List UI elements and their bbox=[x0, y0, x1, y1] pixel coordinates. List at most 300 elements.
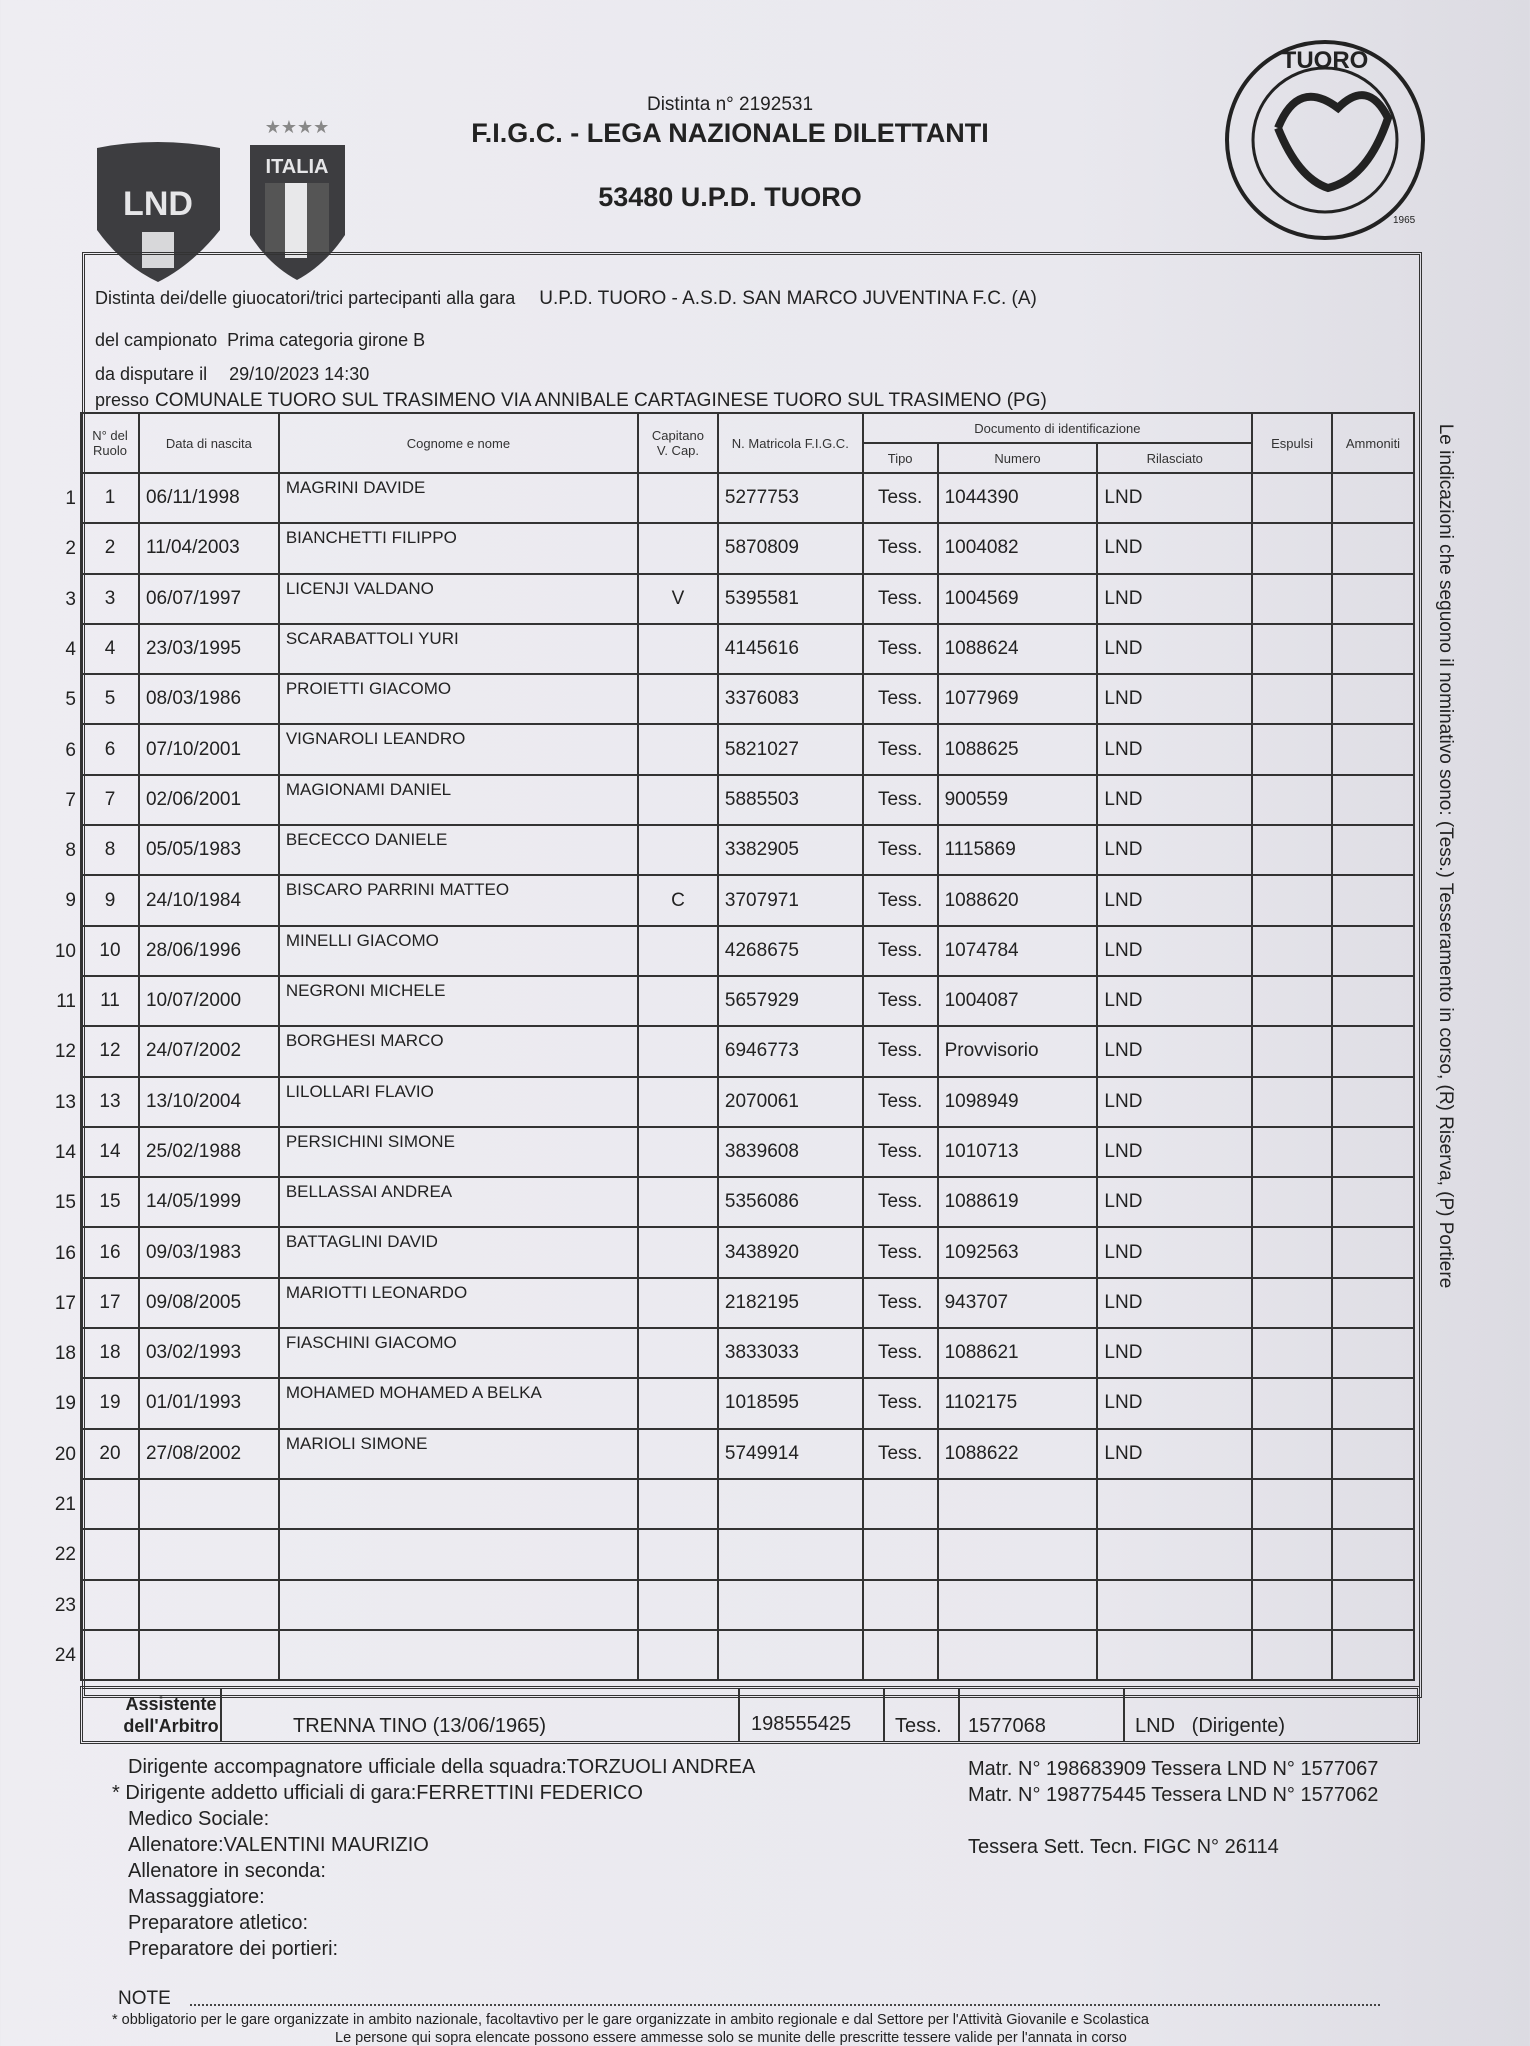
cell-birth: 24/10/1984 bbox=[139, 875, 279, 925]
cell-ammoniti[interactable] bbox=[1332, 825, 1414, 875]
cell-numero: 1077969 bbox=[938, 674, 1098, 724]
cell-name: BECECCO DANIELE bbox=[279, 825, 638, 875]
table-row bbox=[81, 1580, 1414, 1630]
assistant-rilasciato: LND (Dirigente) bbox=[1135, 1715, 1286, 1737]
venue-line bbox=[95, 390, 1047, 412]
cell-name: LILOLLARI FLAVIO bbox=[279, 1077, 638, 1127]
cell-tipo: Tess. bbox=[863, 1077, 938, 1127]
row-number: 8 bbox=[65, 840, 76, 862]
note-line[interactable] bbox=[190, 2004, 1380, 2006]
cell-ruolo: 11 bbox=[81, 976, 139, 1026]
table-row bbox=[81, 976, 1414, 1026]
cell-captain: C bbox=[638, 875, 718, 925]
col-rilasciato: Rilasciato bbox=[1097, 443, 1252, 473]
row-number: 1 bbox=[65, 488, 76, 509]
cell-numero: 1088625 bbox=[938, 724, 1098, 774]
cell-rilasciato bbox=[1097, 1630, 1252, 1680]
col-matricola: N. Matricola F.I.G.C. bbox=[718, 413, 863, 473]
date-value: 29/10/2023 14:30 bbox=[229, 364, 370, 384]
venue-value: COMUNALE TUORO SUL TRASIMENO VIA ANNIBALE CARTAGINESE TUORO SUL TRASIMENO (PG) bbox=[155, 390, 1047, 411]
cell-espulsi[interactable] bbox=[1252, 1479, 1332, 1529]
col-numero: Numero bbox=[938, 443, 1098, 473]
cell-matricola: 6946773 bbox=[718, 1026, 863, 1076]
cell-ruolo: 6 bbox=[81, 724, 139, 774]
cell-espulsi[interactable] bbox=[1252, 976, 1332, 1026]
cell-captain bbox=[638, 1328, 718, 1378]
cell-name bbox=[279, 1630, 638, 1680]
cell-rilasciato: LND bbox=[1097, 1077, 1252, 1127]
match-label: Distinta dei/delle giuocatori/trici partecipanti alla gara bbox=[95, 288, 516, 308]
row-number: 23 bbox=[54, 1594, 76, 1616]
cell-ammoniti[interactable] bbox=[1332, 674, 1414, 724]
cell-captain bbox=[638, 1077, 718, 1127]
cell-matricola: 4145616 bbox=[718, 624, 863, 674]
cell-espulsi[interactable] bbox=[1252, 1177, 1332, 1227]
cell-captain bbox=[638, 825, 718, 875]
cell-numero: 1088619 bbox=[938, 1177, 1098, 1227]
cell-rilasciato: LND bbox=[1097, 1227, 1252, 1277]
staff-medico: Medico Sociale: bbox=[128, 1808, 270, 1830]
row-number: 3 bbox=[65, 588, 76, 610]
cell-ammoniti[interactable] bbox=[1332, 1429, 1414, 1479]
cell-espulsi[interactable] bbox=[1252, 1378, 1332, 1428]
cell-ruolo: 8 bbox=[81, 825, 139, 875]
cell-birth: 01/01/1993 bbox=[139, 1378, 279, 1428]
cell-name: NEGRONI MICHELE bbox=[279, 976, 638, 1026]
col-birth: Data di nascita bbox=[139, 413, 279, 473]
col-captain: Capitano V. Cap. bbox=[638, 413, 718, 473]
cell-captain bbox=[638, 624, 718, 674]
assistant-matricola: 198555425 bbox=[751, 1713, 852, 1735]
cell-matricola: 3833033 bbox=[718, 1328, 863, 1378]
cell-ammoniti[interactable] bbox=[1332, 1026, 1414, 1076]
cell-tipo: Tess. bbox=[863, 1227, 938, 1277]
cell-ruolo: 19 bbox=[81, 1378, 139, 1428]
cell-espulsi[interactable] bbox=[1252, 1227, 1332, 1277]
cell-name bbox=[279, 1529, 638, 1579]
cell-birth bbox=[139, 1630, 279, 1680]
cell-rilasciato: LND bbox=[1097, 1378, 1252, 1428]
cell-name: BISCARO PARRINI MATTEO bbox=[279, 875, 638, 925]
cell-rilasciato: LND bbox=[1097, 1328, 1252, 1378]
table-row bbox=[81, 473, 1414, 523]
row-number: 13 bbox=[54, 1091, 76, 1113]
cell-rilasciato: LND bbox=[1097, 1177, 1252, 1227]
cell-name: FIASCHINI GIACOMO bbox=[279, 1328, 638, 1378]
cell-tipo: Tess. bbox=[863, 775, 938, 825]
cell-numero: 943707 bbox=[938, 1278, 1098, 1328]
cell-name: MOHAMED MOHAMED A BELKA bbox=[279, 1378, 638, 1428]
cell-espulsi[interactable] bbox=[1252, 1328, 1332, 1378]
cell-espulsi[interactable] bbox=[1252, 825, 1332, 875]
row-number: 7 bbox=[65, 789, 76, 811]
staff-preparatore-atletico: Preparatore atletico: bbox=[128, 1912, 309, 1934]
cell-ruolo: 4 bbox=[81, 624, 139, 674]
cell-birth: 09/03/1983 bbox=[139, 1227, 279, 1277]
cell-captain bbox=[638, 674, 718, 724]
cell-ruolo bbox=[81, 1479, 139, 1529]
cell-numero bbox=[938, 1529, 1098, 1579]
cell-birth: 27/08/2002 bbox=[139, 1429, 279, 1479]
table-row bbox=[81, 1026, 1414, 1076]
table-row bbox=[81, 1328, 1414, 1378]
document-title: F.I.G.C. - LEGA NAZIONALE DILETTANTI bbox=[471, 118, 989, 148]
cell-ruolo: 2 bbox=[81, 523, 139, 573]
cell-ruolo: 17 bbox=[81, 1278, 139, 1328]
cell-captain bbox=[638, 1580, 718, 1630]
cell-matricola: 5749914 bbox=[718, 1429, 863, 1479]
cell-matricola: 3707971 bbox=[718, 875, 863, 925]
table-row bbox=[81, 1630, 1414, 1680]
staff-massaggiatore: Massaggiatore: bbox=[128, 1886, 265, 1908]
cell-numero: 1044390 bbox=[938, 473, 1098, 523]
table-row bbox=[81, 624, 1414, 674]
cell-ammoniti[interactable] bbox=[1332, 775, 1414, 825]
cell-captain bbox=[638, 724, 718, 774]
cell-rilasciato: LND bbox=[1097, 1127, 1252, 1177]
cell-ammoniti[interactable] bbox=[1332, 1529, 1414, 1579]
row-number: 2 bbox=[65, 538, 76, 560]
cell-numero: 1074784 bbox=[938, 926, 1098, 976]
cell-captain bbox=[638, 1026, 718, 1076]
cell-espulsi[interactable] bbox=[1252, 1429, 1332, 1479]
cell-ammoniti[interactable] bbox=[1332, 926, 1414, 976]
cell-tipo: Tess. bbox=[863, 875, 938, 925]
cell-birth: 13/10/2004 bbox=[139, 1077, 279, 1127]
cell-ammoniti[interactable] bbox=[1332, 1580, 1414, 1630]
table-row bbox=[81, 926, 1414, 976]
row-number: 24 bbox=[54, 1644, 76, 1666]
cell-name: BELLASSAI ANDREA bbox=[279, 1177, 638, 1227]
cell-rilasciato bbox=[1097, 1580, 1252, 1630]
cell-rilasciato: LND bbox=[1097, 1026, 1252, 1076]
cell-ruolo bbox=[81, 1580, 139, 1630]
cell-ruolo: 20 bbox=[81, 1429, 139, 1479]
assistant-referee-row bbox=[80, 1686, 1420, 1744]
cell-captain bbox=[638, 1630, 718, 1680]
svg-text:LND: LND bbox=[123, 185, 193, 223]
table-row bbox=[81, 1278, 1414, 1328]
assistant-name: TRENNA TINO (13/06/1965) bbox=[293, 1715, 547, 1737]
cell-captain bbox=[638, 1529, 718, 1579]
cell-numero: 1088621 bbox=[938, 1328, 1098, 1378]
cell-captain bbox=[638, 473, 718, 523]
note-label: NOTE bbox=[118, 1988, 171, 2009]
cell-tipo: Tess. bbox=[863, 674, 938, 724]
col-ruolo: N° del Ruolo bbox=[81, 413, 139, 473]
cell-tipo bbox=[863, 1529, 938, 1579]
cell-numero: 1102175 bbox=[938, 1378, 1098, 1428]
col-name: Cognome e nome bbox=[279, 413, 638, 473]
cell-tipo: Tess. bbox=[863, 724, 938, 774]
footnote: * obbligatorio per le gare organizzate in ambito nazionale, facoltavtivo per le gare organizzate in ambito regionale e dal Settore per l'Attività Giovanile e Scolastica bbox=[112, 2012, 1149, 2028]
cell-captain bbox=[638, 1227, 718, 1277]
cell-ruolo bbox=[81, 1630, 139, 1680]
row-number: 10 bbox=[54, 940, 76, 962]
row-number: 6 bbox=[65, 739, 76, 761]
date-line bbox=[95, 364, 369, 385]
staff-addetto-ids: Matr. N° 198775445 Tessera LND N° 1577062 bbox=[968, 1784, 1379, 1806]
col-document: Documento di identificazione bbox=[863, 413, 1252, 443]
cell-birth: 07/10/2001 bbox=[139, 724, 279, 774]
staff-allenatore-ids: Tessera Sett. Tecn. FIGC N° 26114 bbox=[968, 1836, 1279, 1858]
cell-tipo: Tess. bbox=[863, 825, 938, 875]
cell-captain: V bbox=[638, 574, 718, 624]
cell-captain bbox=[638, 1479, 718, 1529]
cell-tipo: Tess. bbox=[863, 1177, 938, 1227]
row-number: 17 bbox=[54, 1292, 76, 1314]
row-number: 5 bbox=[65, 689, 76, 711]
cell-rilasciato: LND bbox=[1097, 825, 1252, 875]
cell-numero: 1088624 bbox=[938, 624, 1098, 674]
cell-ammoniti[interactable] bbox=[1332, 1328, 1414, 1378]
cell-ruolo: 5 bbox=[81, 674, 139, 724]
cell-numero bbox=[938, 1580, 1098, 1630]
cell-name: PERSICHINI SIMONE bbox=[279, 1127, 638, 1177]
cell-name: LICENJI VALDANO bbox=[279, 574, 638, 624]
cell-numero bbox=[938, 1479, 1098, 1529]
cell-espulsi[interactable] bbox=[1252, 1529, 1332, 1579]
staff-preparatore-portieri: Preparatore dei portieri: bbox=[128, 1938, 339, 1960]
cell-espulsi[interactable] bbox=[1252, 724, 1332, 774]
footnote-cut: Le persone qui sopra elencate possono essere ammesse solo se munite delle prescritte tessere valide per l'annata in corso bbox=[335, 2030, 1127, 2046]
cell-rilasciato: LND bbox=[1097, 775, 1252, 825]
cell-espulsi[interactable] bbox=[1252, 1077, 1332, 1127]
row-number: 21 bbox=[54, 1494, 76, 1515]
table-row bbox=[81, 825, 1414, 875]
row-number: 12 bbox=[54, 1041, 76, 1063]
cell-birth: 02/06/2001 bbox=[139, 775, 279, 825]
cell-birth: 14/05/1999 bbox=[139, 1177, 279, 1227]
cell-matricola bbox=[718, 1580, 863, 1630]
side-note: Le indicazioni che seguono il nominativo sono: (Tess.) Tesseramento in corso, (R) Riserva, (P) Portiere bbox=[1435, 423, 1456, 1289]
cell-ammoniti[interactable] bbox=[1332, 1630, 1414, 1680]
cell-captain bbox=[638, 926, 718, 976]
cell-captain bbox=[638, 1127, 718, 1177]
cell-name: MARIOLI SIMONE bbox=[279, 1429, 638, 1479]
cell-birth: 06/11/1998 bbox=[139, 473, 279, 523]
cell-tipo: Tess. bbox=[863, 624, 938, 674]
cell-ruolo: 3 bbox=[81, 574, 139, 624]
cell-tipo bbox=[863, 1580, 938, 1630]
cell-tipo: Tess. bbox=[863, 926, 938, 976]
cell-ammoniti[interactable] bbox=[1332, 624, 1414, 674]
cell-captain bbox=[638, 523, 718, 573]
table-row bbox=[81, 523, 1414, 573]
cell-ammoniti[interactable] bbox=[1332, 473, 1414, 523]
staff-addetto: * Dirigente addetto ufficiali di gara:FERRETTINI FEDERICO bbox=[112, 1782, 643, 1804]
cell-matricola: 5277753 bbox=[718, 473, 863, 523]
cell-espulsi[interactable] bbox=[1252, 674, 1332, 724]
cell-name bbox=[279, 1479, 638, 1529]
cell-espulsi[interactable] bbox=[1252, 1127, 1332, 1177]
cell-matricola: 5657929 bbox=[718, 976, 863, 1026]
cell-espulsi[interactable] bbox=[1252, 1580, 1332, 1630]
cell-ammoniti[interactable] bbox=[1332, 1127, 1414, 1177]
cell-ammoniti[interactable] bbox=[1332, 574, 1414, 624]
cell-espulsi[interactable] bbox=[1252, 624, 1332, 674]
row-number: 20 bbox=[54, 1443, 76, 1465]
date-label: da disputare il bbox=[95, 364, 208, 384]
cell-espulsi[interactable] bbox=[1252, 1026, 1332, 1076]
row-number: 19 bbox=[54, 1393, 76, 1415]
cell-numero: 1004087 bbox=[938, 976, 1098, 1026]
row-number: 22 bbox=[54, 1544, 76, 1566]
row-number: 9 bbox=[65, 890, 76, 912]
cell-rilasciato: LND bbox=[1097, 674, 1252, 724]
cell-rilasciato: LND bbox=[1097, 1278, 1252, 1328]
col-tipo: Tipo bbox=[863, 443, 938, 473]
cell-rilasciato bbox=[1097, 1529, 1252, 1579]
cell-rilasciato bbox=[1097, 1479, 1252, 1529]
cell-matricola: 5356086 bbox=[718, 1177, 863, 1227]
cell-matricola: 3382905 bbox=[718, 825, 863, 875]
players-table bbox=[80, 412, 1415, 1681]
cell-captain bbox=[638, 1378, 718, 1428]
cell-matricola: 5870809 bbox=[718, 523, 863, 573]
svg-text:1965: 1965 bbox=[1393, 215, 1416, 226]
cell-tipo: Tess. bbox=[863, 1278, 938, 1328]
cell-birth bbox=[139, 1479, 279, 1529]
table-row bbox=[81, 1429, 1414, 1479]
cell-rilasciato: LND bbox=[1097, 574, 1252, 624]
cell-birth: 05/05/1983 bbox=[139, 825, 279, 875]
table-row bbox=[81, 875, 1414, 925]
cell-name: MAGIONAMI DANIEL bbox=[279, 775, 638, 825]
cell-matricola bbox=[718, 1479, 863, 1529]
col-espulsi: Espulsi bbox=[1252, 413, 1332, 473]
cell-captain bbox=[638, 1429, 718, 1479]
cell-birth: 25/02/1988 bbox=[139, 1127, 279, 1177]
cell-matricola: 3376083 bbox=[718, 674, 863, 724]
cell-tipo: Tess. bbox=[863, 1026, 938, 1076]
assistant-numero: 1577068 bbox=[968, 1715, 1046, 1737]
cell-birth: 24/07/2002 bbox=[139, 1026, 279, 1076]
cell-ruolo bbox=[81, 1529, 139, 1579]
cell-ruolo: 7 bbox=[81, 775, 139, 825]
cell-numero: Provvisorio bbox=[938, 1026, 1098, 1076]
cell-ruolo: 13 bbox=[81, 1077, 139, 1127]
cell-espulsi[interactable] bbox=[1252, 1278, 1332, 1328]
cell-name: BATTAGLINI DAVID bbox=[279, 1227, 638, 1277]
svg-text:ITALIA: ITALIA bbox=[265, 156, 329, 178]
cell-ruolo: 18 bbox=[81, 1328, 139, 1378]
cell-ammoniti[interactable] bbox=[1332, 875, 1414, 925]
championship-value: Prima categoria girone B bbox=[227, 330, 426, 350]
cell-espulsi[interactable] bbox=[1252, 473, 1332, 523]
table-row bbox=[81, 775, 1414, 825]
cell-birth: 06/07/1997 bbox=[139, 574, 279, 624]
cell-numero: 1004569 bbox=[938, 574, 1098, 624]
cell-ammoniti[interactable] bbox=[1332, 724, 1414, 774]
cell-name: BORGHESI MARCO bbox=[279, 1026, 638, 1076]
cell-name: MARIOTTI LEONARDO bbox=[279, 1278, 638, 1328]
row-number: 14 bbox=[54, 1141, 76, 1163]
table-row bbox=[81, 1479, 1414, 1529]
cell-espulsi[interactable] bbox=[1252, 1630, 1332, 1680]
table-row bbox=[81, 1177, 1414, 1227]
cell-ruolo: 12 bbox=[81, 1026, 139, 1076]
cell-ruolo: 9 bbox=[81, 875, 139, 925]
cell-ammoniti[interactable] bbox=[1332, 976, 1414, 1026]
table-row bbox=[81, 724, 1414, 774]
cell-espulsi[interactable] bbox=[1252, 523, 1332, 573]
cell-matricola: 1018595 bbox=[718, 1378, 863, 1428]
cell-ammoniti[interactable] bbox=[1332, 1227, 1414, 1277]
cell-captain bbox=[638, 1278, 718, 1328]
document-number: Distinta n° 2192531 bbox=[646, 94, 814, 115]
table-row bbox=[81, 1227, 1414, 1277]
cell-captain bbox=[638, 976, 718, 1026]
cell-matricola bbox=[718, 1529, 863, 1579]
svg-text:★★★★: ★★★★ bbox=[264, 117, 330, 138]
cell-numero: 1088620 bbox=[938, 875, 1098, 925]
cell-espulsi[interactable] bbox=[1252, 574, 1332, 624]
cell-espulsi[interactable] bbox=[1252, 875, 1332, 925]
cell-birth bbox=[139, 1580, 279, 1630]
cell-espulsi[interactable] bbox=[1252, 775, 1332, 825]
cell-numero: 1092563 bbox=[938, 1227, 1098, 1277]
cell-rilasciato: LND bbox=[1097, 523, 1252, 573]
cell-tipo: Tess. bbox=[863, 1378, 938, 1428]
cell-name: VIGNAROLI LEANDRO bbox=[279, 724, 638, 774]
cell-ammoniti[interactable] bbox=[1332, 1177, 1414, 1227]
cell-ruolo: 1 bbox=[81, 473, 139, 523]
row-number: 11 bbox=[56, 991, 76, 1012]
assistant-label: Assistente dell'Arbitro bbox=[123, 1694, 219, 1736]
cell-rilasciato: LND bbox=[1097, 1429, 1252, 1479]
cell-rilasciato: LND bbox=[1097, 624, 1252, 674]
cell-ammoniti[interactable] bbox=[1332, 1077, 1414, 1127]
venue-label: presso bbox=[95, 390, 150, 410]
staff-allenatore-seconda: Allenatore in seconda: bbox=[128, 1860, 326, 1882]
cell-ammoniti[interactable] bbox=[1332, 523, 1414, 573]
cell-birth: 10/07/2000 bbox=[139, 976, 279, 1026]
cell-birth: 03/02/1993 bbox=[139, 1328, 279, 1378]
table-row bbox=[81, 1529, 1414, 1579]
cell-name bbox=[279, 1580, 638, 1630]
staff-accompagnatore: Dirigente accompagnatore ufficiale della squadra:TORZUOLI ANDREA bbox=[128, 1756, 756, 1778]
cell-ammoniti[interactable] bbox=[1332, 1378, 1414, 1428]
cell-name: MINELLI GIACOMO bbox=[279, 926, 638, 976]
match-line bbox=[95, 288, 1037, 310]
svg-text:TUORO: TUORO bbox=[1281, 47, 1369, 74]
assistant-tipo: Tess. bbox=[895, 1715, 942, 1737]
cell-matricola: 5885503 bbox=[718, 775, 863, 825]
cell-ruolo: 10 bbox=[81, 926, 139, 976]
col-ammoniti: Ammoniti bbox=[1332, 413, 1414, 473]
table-row bbox=[81, 1127, 1414, 1177]
cell-matricola bbox=[718, 1630, 863, 1680]
championship-label: del campionato bbox=[95, 330, 218, 350]
cell-tipo bbox=[863, 1630, 938, 1680]
cell-numero: 1098949 bbox=[938, 1077, 1098, 1127]
cell-numero: 1115869 bbox=[938, 825, 1098, 875]
cell-tipo: Tess. bbox=[863, 574, 938, 624]
cell-matricola: 3839608 bbox=[718, 1127, 863, 1177]
cell-ammoniti[interactable] bbox=[1332, 1479, 1414, 1529]
cell-birth bbox=[139, 1529, 279, 1579]
cell-name: SCARABATTOLI YURI bbox=[279, 624, 638, 674]
cell-numero: 900559 bbox=[938, 775, 1098, 825]
cell-birth: 08/03/1986 bbox=[139, 674, 279, 724]
cell-espulsi[interactable] bbox=[1252, 926, 1332, 976]
cell-matricola: 5395581 bbox=[718, 574, 863, 624]
cell-ammoniti[interactable] bbox=[1332, 1278, 1414, 1328]
row-number: 4 bbox=[65, 638, 76, 660]
cell-numero: 1088622 bbox=[938, 1429, 1098, 1479]
cell-numero: 1004082 bbox=[938, 523, 1098, 573]
